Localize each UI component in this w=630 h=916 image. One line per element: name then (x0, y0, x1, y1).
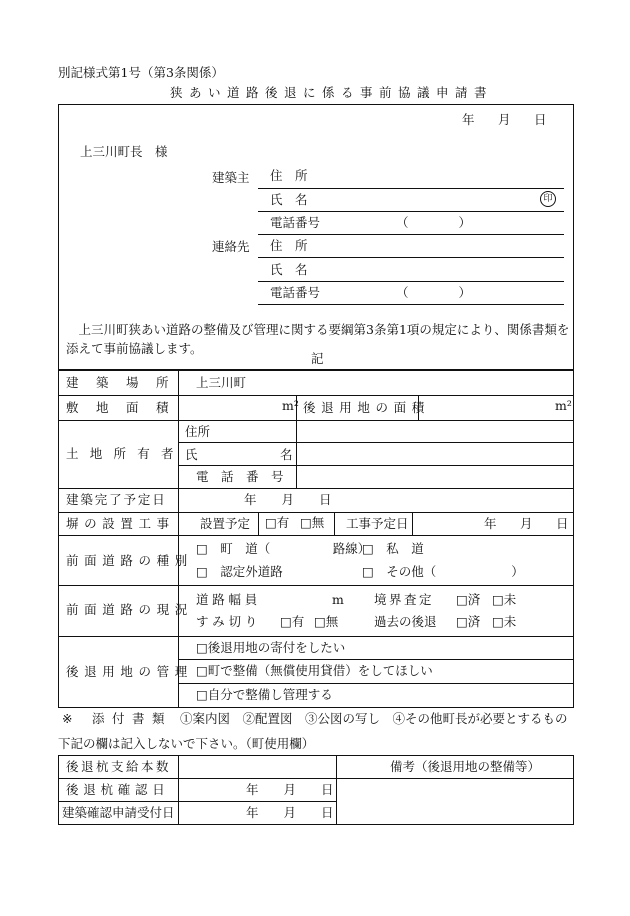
boundary-label: 境界査定 (374, 592, 435, 607)
contact-phone-line (258, 304, 564, 305)
office-divider (178, 755, 179, 825)
road-type-other[interactable]: □ その他（ ） (362, 564, 524, 579)
seal-circle: 印 (540, 191, 556, 207)
site-area-unit: m² (282, 398, 299, 413)
past-setback-label: 過去の後退 (374, 614, 437, 629)
builder-phone-line (258, 234, 564, 235)
permit-accept-date: 年 月 日 (246, 805, 334, 820)
contact-phone-label: 電話番号 (270, 285, 321, 300)
wall-divider (334, 512, 335, 535)
area-divider (296, 395, 297, 420)
seal-mark (540, 191, 556, 207)
office-use-note: 下記の欄は記入しないで下さい。（町使用欄） (58, 736, 315, 751)
site-area-label: 敷地面積 (66, 400, 187, 415)
owner-row-divider (178, 465, 574, 466)
row-divider (58, 512, 574, 513)
wall-plan-label: 設置予定 (200, 516, 251, 531)
addressee: 上三川町長 様 (80, 144, 168, 159)
contact-address-label: 住 所 (270, 238, 308, 253)
contact-name-line (258, 281, 564, 282)
form-title: 狭あい道路後退に係る事前協議申請書 (170, 85, 494, 100)
corner-cut-label: すみ切り (196, 614, 262, 629)
management-option-town[interactable]: □町で整備（無償使用貸借）をしてほしい (196, 663, 433, 678)
row-divider (58, 636, 574, 637)
road-type-unrecognized[interactable]: □ 認定外道路 (196, 564, 283, 579)
row-divider (58, 585, 574, 586)
permit-accept-label: 建築確認申請受付日 (62, 805, 175, 820)
application-paragraph: 上三川町狭あい道路の整備及び管理に関する要綱第3条第1項の規定により、関係書類を添えて事前協議します。 (66, 322, 570, 356)
attachments-mark: ※ (62, 711, 73, 726)
builder-phone-label: 電話番号 (270, 215, 321, 230)
work-date-label: 工事予定日 (346, 516, 409, 531)
office-row-divider (336, 778, 574, 779)
completion-date: 年 月 日 (244, 492, 332, 507)
builder-name-label: 氏 名 (270, 192, 308, 207)
corner-no-checkbox[interactable]: □無 (314, 614, 339, 629)
location-value: 上三川町 (196, 375, 247, 390)
wall-yes-checkbox[interactable]: □有 (265, 515, 290, 530)
setback-area-label: 後退用地の面積 (303, 400, 430, 415)
owner-divider (296, 420, 297, 488)
road-width-unit: m (332, 592, 344, 607)
management-option-donate[interactable]: □後退用地の寄付をしたい (196, 640, 346, 655)
setback-area-unit: m² (555, 398, 572, 413)
row-divider (58, 420, 574, 421)
past-not-checkbox[interactable]: □未 (492, 614, 517, 629)
completion-label: 建築完了予定日 (66, 492, 167, 507)
corner-yes-checkbox[interactable]: □有 (280, 614, 305, 629)
date-month: 月 (498, 112, 511, 127)
management-divider (178, 683, 574, 684)
ki-label: 記 (311, 351, 324, 366)
road-width-label: 道路幅員 (196, 592, 262, 607)
office-row-divider (58, 778, 336, 779)
boundary-done-checkbox[interactable]: □済 (456, 592, 481, 607)
management-option-self[interactable]: □自分で整備し管理する (196, 687, 333, 702)
past-done-checkbox[interactable]: □済 (456, 614, 481, 629)
wall-no-checkbox[interactable]: □無 (300, 515, 325, 530)
row-divider (58, 488, 574, 489)
form-reference: 別記様式第1号（第3条関係） (58, 65, 224, 80)
wall-label: 塀の設置工事 (66, 516, 175, 531)
stake-confirm-date: 年 月 日 (246, 782, 334, 797)
work-day: 日 (556, 516, 569, 531)
owner-address-label: 住所 (185, 424, 211, 439)
contact-address-line (258, 257, 564, 258)
remarks-label: 備考（後退用地の整備等） (390, 759, 541, 774)
builder-phone-paren: （ ） (396, 215, 472, 230)
owner-name-label-last: 名 (280, 447, 293, 462)
road-type-private[interactable]: □ 私 道 (362, 541, 424, 556)
wall-divider (412, 512, 413, 535)
builder-label: 建築主 (212, 170, 250, 185)
row-divider (58, 395, 574, 396)
management-label: 後退用地の管理 (66, 664, 193, 679)
owner-name-label-first: 氏 (185, 447, 198, 462)
builder-address-line (258, 188, 564, 189)
attachments-items: ①案内図 ②配置図 ③公図の写し ④その他町長が必要とするもの (180, 711, 568, 726)
boundary-not-checkbox[interactable]: □未 (492, 592, 517, 607)
attachments-label: 添付書類 (92, 711, 173, 726)
owner-row-divider (178, 442, 574, 443)
contact-label: 連絡先 (212, 239, 250, 254)
road-type-label: 前面道路の種別 (66, 553, 193, 568)
stake-count-label: 後退杭支給本数 (66, 759, 172, 774)
road-type-town[interactable]: □ 町 道（ 路線） (196, 541, 371, 556)
owner-label: 土地所有者 (66, 446, 185, 461)
owner-phone-label: 電話番号 (196, 469, 297, 484)
contact-phone-paren: （ ） (396, 285, 472, 300)
work-month: 月 (520, 516, 533, 531)
area-divider (418, 395, 419, 420)
work-year: 年 (484, 516, 497, 531)
row-divider (58, 535, 574, 536)
date-day: 日 (534, 112, 547, 127)
date-year: 年 (462, 112, 475, 127)
road-status-label: 前面道路の現況 (66, 602, 193, 617)
office-divider (336, 755, 337, 825)
stake-confirm-label: 後退杭確認日 (66, 782, 170, 797)
contact-name-label: 氏 名 (270, 262, 308, 277)
builder-name-line (258, 211, 564, 212)
location-label: 建築場所 (66, 375, 187, 390)
wall-divider (258, 512, 259, 535)
management-divider (178, 659, 574, 660)
builder-address-label: 住 所 (270, 168, 308, 183)
office-row-divider (58, 801, 336, 802)
